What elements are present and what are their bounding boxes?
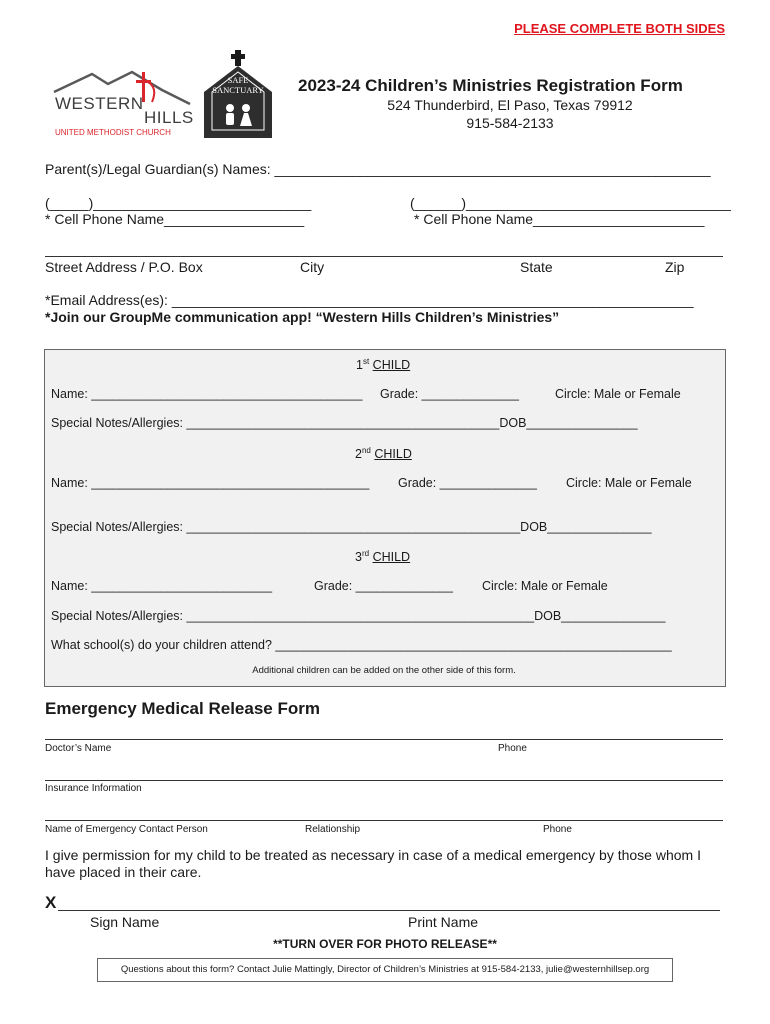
insurance-line[interactable]: [45, 780, 723, 781]
child2-name-field[interactable]: Name: ________________________________________: [51, 476, 370, 490]
additional-children-note: Additional children can be added on the other side of this form.: [252, 665, 516, 676]
guardian-names-field[interactable]: Parent(s)/Legal Guardian(s) Names: ________________________________________________________: [45, 161, 711, 177]
phone-field-1[interactable]: (_____)____________________________: [45, 195, 312, 211]
email-field[interactable]: *Email Address(es): ___________________________________________________________________: [45, 292, 694, 308]
complete-both-sides-notice: PLEASE COMPLETE BOTH SIDES: [514, 21, 725, 36]
medical-release-title: Emergency Medical Release Form: [45, 699, 320, 718]
child1-grade-field[interactable]: Grade: ______________: [380, 387, 520, 401]
child2-grade-field[interactable]: Grade: ______________: [398, 476, 538, 490]
logo-western: WESTERN: [55, 94, 144, 113]
form-title: 2023-24 Children’s Ministries Registration Form: [298, 76, 683, 95]
child3-gender-choice[interactable]: Circle: Male or Female: [482, 579, 608, 593]
city-label: City: [300, 259, 325, 275]
insurance-label: Insurance Information: [45, 783, 142, 794]
church-phone: 915-584-2133: [466, 115, 554, 131]
child1-gender-choice[interactable]: Circle: Male or Female: [555, 387, 681, 401]
safe-sanctuary-badge: [200, 48, 276, 140]
signature-line[interactable]: [58, 910, 720, 911]
sign-name-label: Sign Name: [90, 914, 160, 930]
child3-notes-field[interactable]: Special Notes/Allergies: __________________________________________________DOB_______________: [51, 609, 666, 623]
child3-heading: 3rd CHILD: [355, 549, 411, 565]
emergency-contact-line[interactable]: [45, 820, 723, 821]
questions-contact: Questions about this form? Contact Julie Mattingly, Director of Children’s Ministries at 915-584-2133, julie@westernhillsep.org: [120, 964, 650, 975]
church-logo: [52, 68, 197, 138]
child2-notes-field[interactable]: Special Notes/Allergies: ________________________________________________DOB_______________: [51, 520, 652, 534]
church-address: 524 Thunderbird, El Paso, Texas 79912: [387, 97, 633, 113]
logo-hills: HILLS: [144, 108, 194, 127]
address-line[interactable]: [45, 256, 723, 257]
emergency-contact-label: Name of Emergency Contact Person: [45, 824, 208, 835]
cell-phone-name-1[interactable]: * Cell Phone Name__________________: [45, 211, 305, 227]
child2-gender-choice[interactable]: Circle: Male or Female: [566, 476, 692, 490]
child1-notes-field[interactable]: Special Notes/Allergies: _____________________________________________DOB________________: [51, 416, 638, 430]
child1-name-field[interactable]: Name: _______________________________________: [51, 387, 363, 401]
phone-field-2[interactable]: (______)__________________________________: [410, 195, 731, 211]
print-name-label: Print Name: [408, 914, 479, 930]
school-field[interactable]: What school(s) do your children attend? _________________________________________________________: [51, 638, 672, 652]
child3-name-field[interactable]: Name: __________________________: [51, 579, 273, 593]
child2-heading: 2nd CHILD: [355, 446, 412, 462]
relationship-label: Relationship: [305, 824, 361, 835]
badge-safe: SAFE: [227, 75, 249, 85]
doctor-line[interactable]: [45, 739, 723, 740]
badge-sanctuary: SANCTUARY: [212, 85, 264, 95]
permission-statement: I give permission for my child to be treated as necessary in case of a medical emergency by those whom I have placed in their care.: [45, 847, 701, 880]
child1-heading: 1st CHILD: [356, 357, 411, 373]
street-address-label: Street Address / P.O. Box: [45, 259, 203, 275]
doctor-name-label: Doctor’s Name: [45, 743, 112, 754]
turn-over-notice: **TURN OVER FOR PHOTO RELEASE**: [273, 937, 497, 951]
cell-phone-name-2[interactable]: * Cell Phone Name______________________: [414, 211, 705, 227]
child3-grade-field[interactable]: Grade: ______________: [314, 579, 454, 593]
doctor-phone-label: Phone: [498, 743, 527, 754]
signature-x: X: [45, 893, 57, 912]
zip-label: Zip: [665, 259, 685, 275]
groupme-note: *Join our GroupMe communication app! “Western Hills Children’s Ministries”: [45, 309, 560, 325]
logo-umc: UNITED METHODIST CHURCH: [55, 128, 171, 137]
contact-phone-label: Phone: [543, 824, 572, 835]
state-label: State: [520, 259, 553, 275]
